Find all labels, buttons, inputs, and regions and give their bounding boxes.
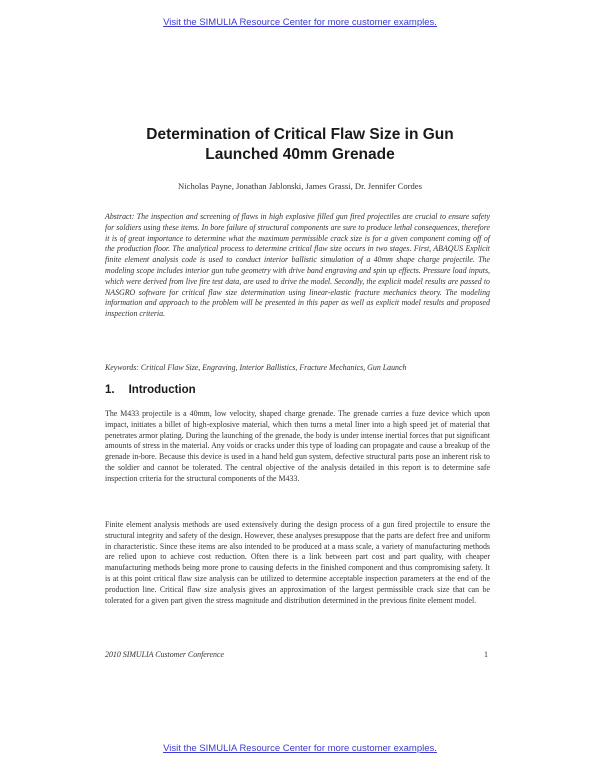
section-title: Introduction — [128, 384, 196, 396]
section-number: 1. — [105, 384, 115, 396]
resource-center-link-top[interactable]: Visit the SIMULIA Resource Center for more customer examples. — [163, 17, 437, 28]
section-heading-introduction — [105, 384, 196, 396]
paper-title — [80, 125, 520, 165]
title-line-2: Launched 40mm Grenade — [205, 146, 395, 163]
footer-conference: 2010 SIMULIA Customer Conference — [105, 650, 225, 659]
title-line-1: Determination of Critical Flaw Size in Gun — [146, 126, 454, 143]
body-paragraph-2: Finite element analysis methods are used extensively during the design process of a gun fired projectile to ensure the structural integrity and safety of the design. However, these analyses presuppose that the parts are defect free and uniform in characteristic. Since these items are also intended to be produced at a mass scale, a variety of manufacturing methods are relied upon to achieve cost reduction. Often there is a link between part cost and part quality, with cheaper manufacturing methods being more prone to causing defects in the finished component and thus compromising safety. It is at this point critical flaw size analysis can be utilized to determine acceptable inspection parameters at the end of the production line. Critical flaw size analysis gives an approximation of the largest permissible crack size that can be tolerated for a given part given the stress magnitude and distribution determined in the previous finite element model. — [105, 520, 490, 605]
author-list: Nicholas Payne, Jonathan Jablonski, James Grassi, Dr. Jennifer Cordes — [178, 181, 422, 191]
keywords-text: Keywords: Critical Flaw Size, Engraving, Interior Ballistics, Fracture Mechanics, Gun Launch — [105, 363, 407, 372]
footer-page-number: 1 — [484, 650, 488, 659]
abstract-text: Abstract: The inspection and screening of flaws in high explosive filled gun fired projectiles are crucial to ensure safety for soldiers using these items. In bore failure of structural components are sure to produce lethal consequences, therefore it is of great importance to determine what the maximum permissible crack size is for a given component coming off of the production floor. The analytical process to determine critical flaw size occurs in two stages. First, ABAQUS Explicit finite element analysis code is used to conduct interior ballistic simulation of a 40mm shape charge projectile. The modeling scope includes interior gun tube geometry with drive band engraving and spin up effects. Pressure load inputs, which were derived from live fire test data, are used to drive the model. Secondly, the explicit model results are passed to NASGRO software for critical flaw size determination using linear-elastic fracture mechanics theory. The modeling information and approach to the problem will be presented in this paper as well as explicit model results and proposed inspection criteria. — [105, 212, 490, 319]
body-paragraph-1: The M433 projectile is a 40mm, low velocity, shaped charge grenade. The grenade carries a fuze device which upon impact, initiates a billet of high-explosive material, which then turns a metal liner into a high speed jet of material that penetrates armor plating. During the launching of the grenade, the body is under intense inertial forces that put significant amounts of stress in the material. Any voids or cracks under this type of loading can propagate and cause a breakup of the grenade in-bore. Because this device is used in a hand held gun system, defective structural parts pose an inherent risk to the soldier and cannot be tolerated. The central objective of the analysis detailed in this report is to determine safe inspection criteria for the structural components of the M433. — [105, 409, 490, 483]
resource-center-link-bottom[interactable]: Visit the SIMULIA Resource Center for more customer examples. — [163, 743, 437, 754]
